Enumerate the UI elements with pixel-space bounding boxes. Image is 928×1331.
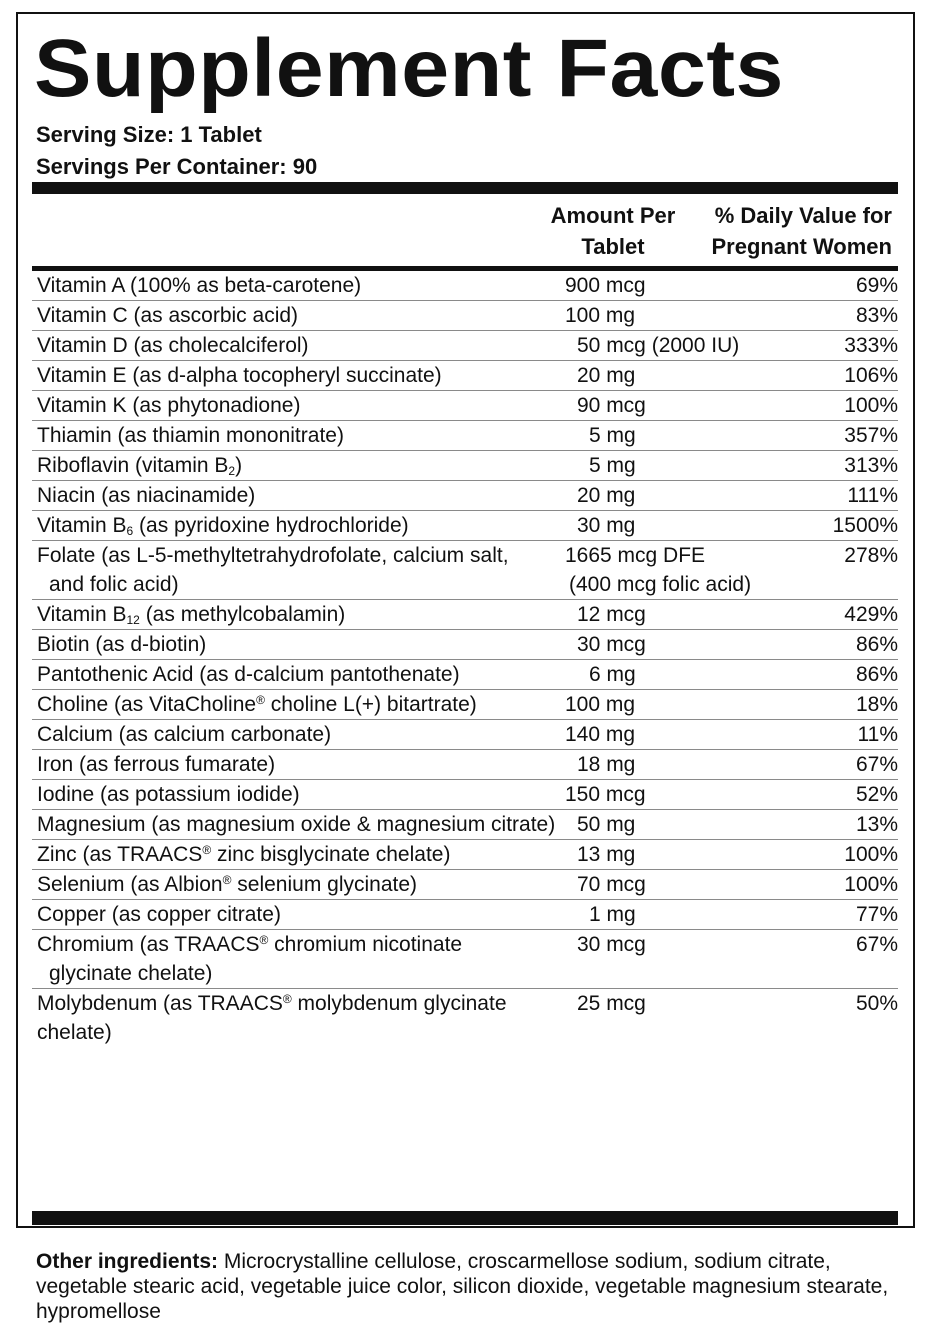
nutrient-amount: 20 mg [577,364,636,387]
table-row [32,301,898,331]
table-row [32,511,898,541]
nutrient-daily-value: 77% [855,903,898,926]
nutrient-amount: 30 mcg [577,933,646,956]
nutrient-name: Vitamin A (100% as beta-carotene) [37,274,362,297]
table-row [32,481,898,511]
servings-per-container: Servings Per Container: 90 [36,154,318,179]
nutrient-name: Biotin (as d-biotin) [37,633,207,656]
table-row [32,840,898,870]
nutrient-daily-value: 86% [855,663,898,686]
nutrient-table [32,271,898,1047]
table-row [32,750,898,780]
nutrient-name: Vitamin E (as d-alpha tocopheryl succinate) [37,364,442,387]
table-row [32,870,898,900]
nutrient-amount: 20 mg [577,484,636,507]
nutrient-daily-value: 100% [844,843,898,866]
nutrient-amount: 90 mcg [577,394,646,417]
nutrient-daily-value: 357% [844,424,898,447]
nutrient-name: Calcium (as calcium carbonate) [37,723,332,746]
nutrient-amount: 900 mcg [565,274,646,297]
nutrient-name: Molybdenum (as TRAACS® molybdenum glycinate chelate) [37,992,507,1044]
nutrient-amount: 140 mg [565,723,636,746]
nutrient-daily-value: 429% [844,603,898,626]
nutrient-daily-value: 100% [844,394,898,417]
nutrient-name: Chromium (as TRAACS® chromium nicotinate glycinate chelate) [37,933,463,985]
nutrient-name: Folate (as L-5-methyltetrahydrofolate, calcium salt, and folic acid) [37,544,509,596]
table-row [32,780,898,810]
table-row [32,989,898,1047]
nutrient-amount: 100 mg [565,304,636,327]
table-row [32,331,898,361]
other-ingredients [36,1249,916,1324]
nutrient-amount: 5 mg [589,424,636,447]
supplement-facts-panel [16,12,915,1228]
nutrient-name: Vitamin C (as ascorbic acid) [37,304,299,327]
other-ingredients-label: Other ingredients: [36,1250,219,1273]
bottom-thick-rule [32,1211,898,1225]
nutrient-amount: 150 mcg [565,783,646,806]
nutrient-name: Choline (as VitaCholine® choline L(+) bitartrate) [37,693,477,716]
table-row [32,810,898,840]
nutrient-name: Vitamin K (as phytonadione) [37,394,301,417]
nutrient-name: Pantothenic Acid (as d-calcium pantothenate) [37,663,460,686]
nutrient-daily-value: 69% [855,274,898,297]
nutrient-amount: 1665 mcg DFE (400 mcg folic acid) [565,544,752,596]
nutrient-daily-value: 86% [855,633,898,656]
nutrient-daily-value: 100% [844,873,898,896]
nutrient-daily-value: 67% [855,753,898,776]
nutrient-name: Iron (as ferrous fumarate) [37,753,276,776]
nutrient-daily-value: 83% [855,304,898,327]
table-row [32,600,898,630]
nutrient-amount: 30 mcg [577,633,646,656]
nutrient-daily-value: 106% [844,364,898,387]
nutrient-daily-value: 52% [855,783,898,806]
nutrient-amount: 100 mg [565,693,636,716]
table-row [32,361,898,391]
panel-title: Supplement Facts [34,23,784,114]
table-row [32,930,898,989]
nutrient-daily-value: 50% [855,992,898,1015]
nutrient-amount: 5 mg [589,454,636,477]
nutrient-daily-value: 1500% [832,514,898,537]
table-row [32,630,898,660]
nutrient-amount: 18 mg [577,753,636,776]
nutrient-name: Copper (as copper citrate) [37,903,281,926]
serving-size: Serving Size: 1 Tablet [36,122,262,147]
nutrient-name: Selenium (as Albion® selenium glycinate) [37,873,418,896]
nutrient-daily-value: 13% [855,813,898,836]
nutrient-name: Iodine (as potassium iodide) [37,783,300,806]
nutrient-daily-value: 67% [855,933,898,956]
nutrient-amount: 25 mcg [577,992,646,1015]
nutrient-name: Niacin (as niacinamide) [37,484,256,507]
table-row [32,271,898,301]
nutrient-daily-value: 18% [855,693,898,716]
nutrient-daily-value: 11% [857,723,898,746]
table-row [32,720,898,750]
nutrient-daily-value: 111% [847,484,898,507]
nutrient-name: Thiamin (as thiamin mononitrate) [37,424,344,447]
top-thick-rule [32,182,898,194]
nutrient-amount: 50 mg [577,813,636,836]
table-row [32,421,898,451]
nutrient-amount: 1 mg [589,903,636,926]
nutrient-name: Vitamin $B_6$ (as pyridoxine hydrochloride) [37,514,409,538]
table-row [32,391,898,421]
table-row [32,660,898,690]
nutrient-amount: 70 mcg [577,873,646,896]
nutrient-amount: 6 mg [589,663,636,686]
nutrient-name: Magnesium (as magnesium oxide & magnesium citrate) [37,813,556,836]
nutrient-amount: 12 mcg [577,603,646,626]
nutrient-amount: 50 mcg (2000 IU) [577,334,740,357]
nutrient-daily-value: 278% [844,544,898,567]
nutrient-name: Riboflavin (vitamin $B_2$) [37,454,243,478]
nutrient-amount: 30 mg [577,514,636,537]
other-ingredients-text: Microcrystalline cellulose, croscarmellose sodium, sodium citrate, vegetable stearic acid, vegetable juice color, silicon dioxide, vegetable magnesium stearate, hypromellose [36,1250,889,1323]
nutrient-name: Vitamin $B_{12}$ (as methylcobalamin) [37,603,346,627]
table-row [32,900,898,930]
table-row [32,541,898,600]
nutrient-daily-value: 313% [844,454,898,477]
nutrient-amount: 13 mg [577,843,636,866]
amount-column-header: Amount Per Tablet [550,203,676,259]
table-row [32,690,898,720]
nutrient-name: Vitamin D (as cholecalciferol) [37,334,309,357]
nutrient-daily-value: 333% [844,334,898,357]
table-row [32,451,898,481]
daily-value-column-header: % Daily Value for Pregnant Women [711,203,892,259]
nutrient-name: Zinc (as TRAACS® zinc bisglycinate chelate) [37,843,451,866]
